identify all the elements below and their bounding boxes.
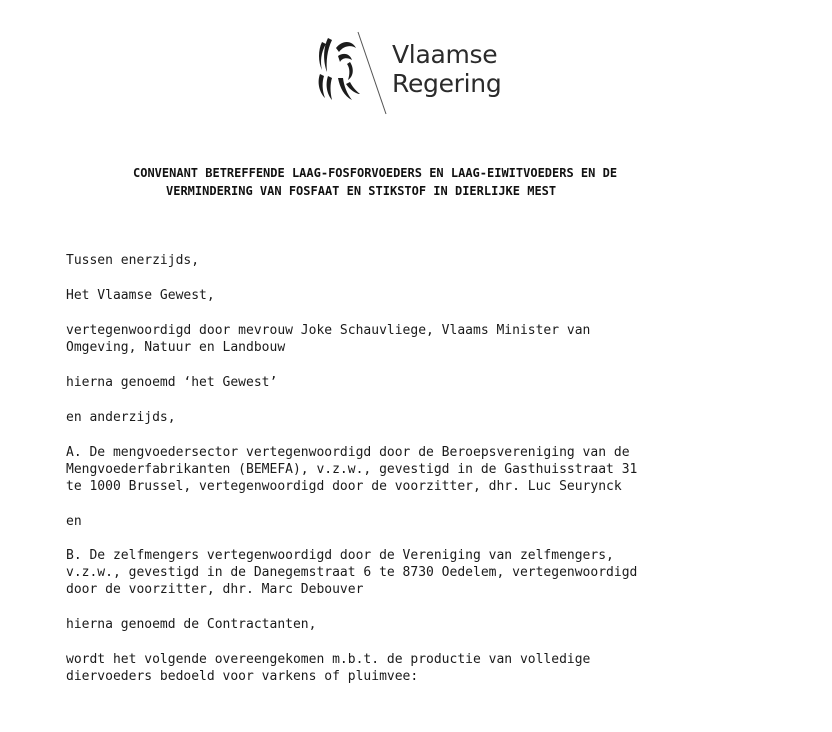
paragraph-party-a: A. De mengvoedersector vertegenwoordigd door de Beroepsvereniging van de Mengvoederfabrikanten (BEMEFA), v.z.w., gevestigd in de Gasthuisstraat 31 te 1000 Brussel, vertegenwoordigd door de voorzitter, dhr. Luc Seurynck xyxy=(66,445,638,494)
lion-icon xyxy=(314,28,394,118)
paragraph-contractanten: hierna genoemd de Contractanten, xyxy=(66,617,317,632)
document-title xyxy=(60,164,820,200)
paragraph-agreement: wordt het volgende overeengekomen m.b.t. de productie van volledige diervoeders bedoeld voor varkens of pluimvee: xyxy=(66,652,591,684)
logo-line-2: Regering xyxy=(392,69,502,98)
paragraph-anderzijds: en anderzijds, xyxy=(66,410,176,425)
paragraph-opening: Tussen enerzijds, xyxy=(66,253,200,268)
title-line-1: CONVENANT BETREFFENDE LAAG-FOSFORVOEDERS EN LAAG-EIWITVOEDERS EN DE xyxy=(133,166,618,180)
logo-text xyxy=(392,40,501,98)
title-line-2: VERMINDERING VAN FOSFAAT EN STIKSTOF IN DIERLIJKE MEST xyxy=(166,184,557,198)
logo-line-1: Vlaamse xyxy=(392,40,498,69)
paragraph-party-gewest: Het Vlaamse Gewest, xyxy=(66,288,215,303)
vlaamse-regering-logo xyxy=(314,28,514,118)
paragraph-en: en xyxy=(66,514,82,529)
paragraph-hierna-gewest: hierna genoemd ‘het Gewest’ xyxy=(66,375,278,390)
paragraph-party-b: B. De zelfmengers vertegenwoordigd door de Vereniging van zelfmengers, v.z.w., gevestigd in de Danegemstraat 6 te 8730 Oedelem, vertegenwoordigd door de voorzitter, dhr. Marc Debouver xyxy=(66,548,638,597)
paragraph-representative: vertegenwoordigd door mevrouw Joke Schauvliege, Vlaams Minister van Omgeving, Natuur en Landbouw xyxy=(66,323,591,355)
